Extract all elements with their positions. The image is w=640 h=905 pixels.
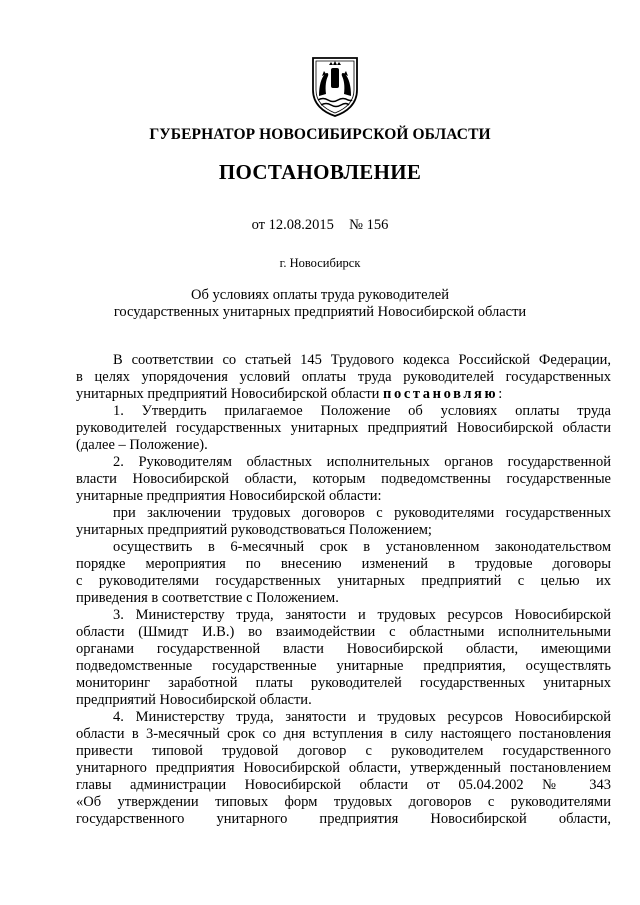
decree-keyword: постановляю [383,386,499,402]
body-line: унитарного предприятия Новосибирской области, утвержденный постановлением [76,760,611,776]
body-line: порядке мероприятия по внесению изменений в трудовые договоры [76,556,611,572]
body-text: унитарных предприятий Новосибирской области [76,386,380,402]
document-city: г. Новосибирск [279,256,361,270]
coat-of-arms-icon [309,56,361,118]
document-subject [0,287,640,321]
body-line: при заключении трудовых договоров с руководителями государственных [113,505,611,521]
body-line: «Об утверждении типовых форм трудовых договоров с руководителями [76,794,611,810]
body-line: предприятий Новосибирской области. [76,692,312,708]
document-body [76,352,611,828]
body-line: подведомственные государственные унитарные предприятия, осуществлять [76,658,611,674]
document-number: № 156 [349,217,389,233]
issuing-authority-title: ГУБЕРНАТОР НОВОСИБИРСКОЙ ОБЛАСТИ [149,126,491,143]
document-type-title: ПОСТАНОВЛЕНИЕ [218,160,422,184]
body-line: 3. Министерству труда, занятости и трудовых ресурсов Новосибирской [113,607,611,623]
body-line: (далее – Положение). [76,437,208,453]
body-line: унитарных предприятий руководствоваться Положением; [76,522,432,538]
body-line: приведения в соответствие с Положением. [76,590,339,606]
body-line: мониторинг заработной платы руководителей государственных унитарных [76,675,611,691]
body-line: органами государственной власти Новосибирской области, имеющими [76,641,611,657]
body-line: унитарные предприятия Новосибирской области: [76,488,382,504]
subject-line-1: Об условиях оплаты труда руководителей [191,287,449,303]
body-line: области в 3-месячный срок со дня вступления в силу настоящего постановления [76,726,611,742]
body-line: 1. Утвердить прилагаемое Положение об условиях оплаты труда [113,403,611,419]
body-line: В соответствии со статьей 145 Трудового кодекса Российской Федерации, [113,352,611,368]
body-line: главы администрации Новосибирской области от 05.04.2002 № 343 [76,777,611,793]
subject-line-2: государственных унитарных предприятий Новосибирской области [113,304,527,320]
document-date: от 12.08.2015 [251,217,334,233]
body-line: с руководителями государственных унитарных предприятий с целью их [76,573,611,589]
body-line: 2. Руководителям областных исполнительных органов государственной [113,454,611,470]
body-line: 4. Министерству труда, занятости и трудовых ресурсов Новосибирской [113,709,611,725]
body-text: : [498,386,503,402]
body-line: власти Новосибирской области, которым подведомственны государственные [76,471,611,487]
body-line: осуществить в 6-месячный срок в установленном законодательством [113,539,611,555]
body-line: в целях упорядочения условий оплаты труда руководителей государственных [76,369,611,385]
body-line: руководителей государственных унитарных предприятий Новосибирской области [76,420,611,436]
body-line: области (Шмидт И.В.) во взаимодействии с областными исполнительными [76,624,611,640]
document-date-number [0,217,640,234]
body-line: привести типовой трудовой договор с руководителем государственного [76,743,611,759]
body-line [76,386,611,403]
body-line: государственного унитарного предприятия Новосибирской области, [76,811,611,827]
